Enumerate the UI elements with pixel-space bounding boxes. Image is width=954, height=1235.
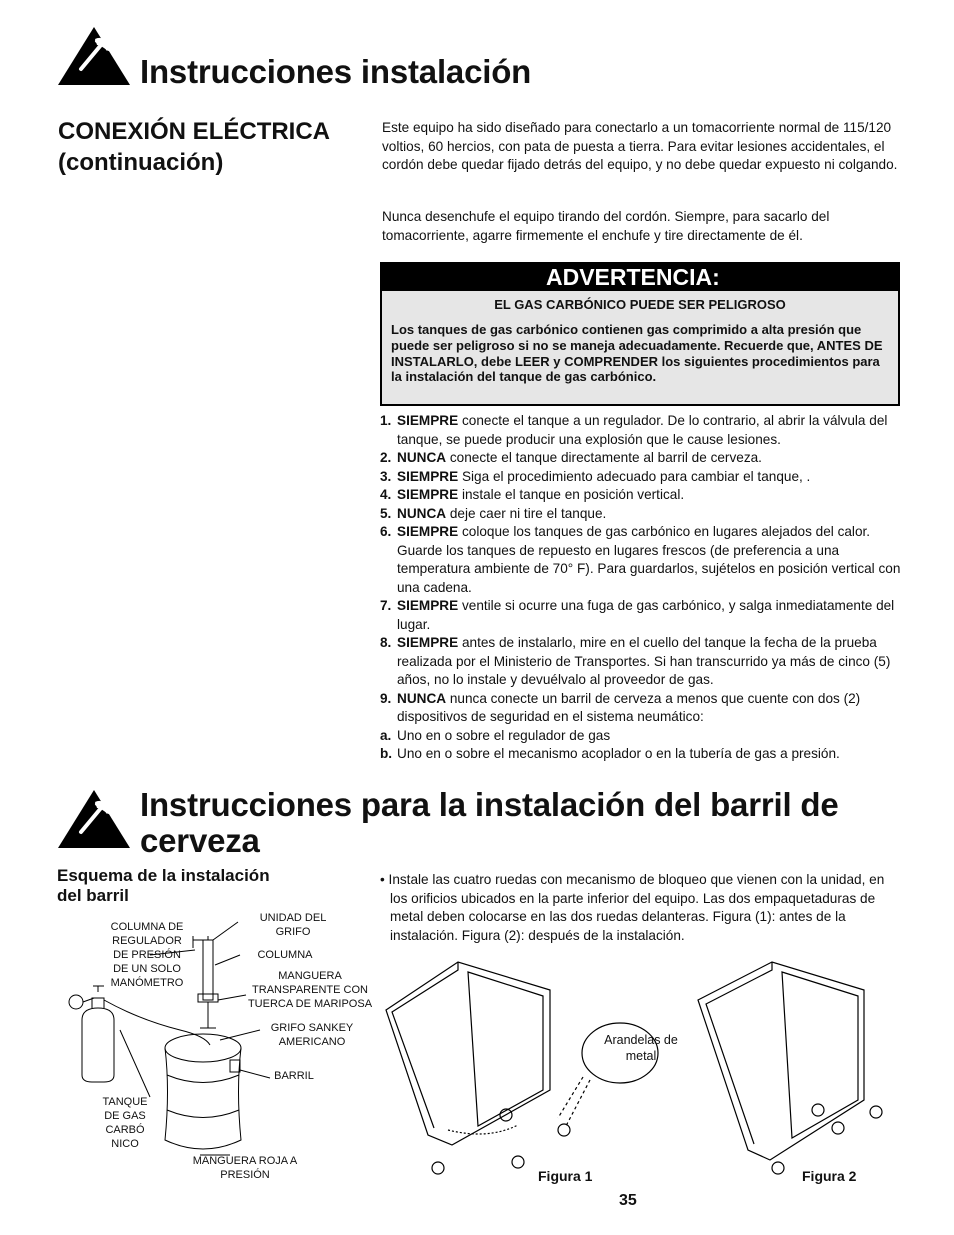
step-keyword: SIEMPRE: [397, 468, 459, 484]
step-number: 5.: [380, 505, 392, 521]
label-column: COLUMNA: [257, 949, 313, 961]
step-text: conecte el tanque a un regulador. De lo contrario, al abrir la válvula del tanque, se puede producir una explosión que le cause lesiones.: [397, 413, 888, 447]
safety-step: [380, 412, 904, 449]
step-keyword: SIEMPRE: [397, 635, 459, 650]
safety-step: [380, 634, 904, 690]
keg-subheading-line1: Esquema de la instalación: [57, 866, 270, 885]
fridge-fig2: [698, 962, 864, 1160]
safety-steps-list: [380, 412, 904, 764]
step-text: Uno en o sobre el mecanismo acoplador o en la tubería de gas a presión.: [397, 746, 840, 761]
keg-title-line1: Instrucciones para la instalación del barril de: [140, 786, 839, 823]
step-number: 2.: [380, 450, 392, 465]
safety-step: [380, 597, 904, 634]
safety-step: [380, 745, 904, 764]
step-text: nunca conecte un barril de cerveza a menos que cuente con dos (2) dispositivos de seguridad en el sistema neumático:: [397, 690, 861, 724]
step-text: ventile si ocurre una fuga de gas carbónico, y salga inmediatamente del lugar.: [397, 598, 895, 632]
step-number: a.: [380, 727, 392, 743]
step-keyword: SIEMPRE: [397, 598, 459, 613]
gas-tank: [82, 1008, 114, 1082]
step-text: antes de instalarlo, mire en el cuello del tanque la fecha de la prueba realizada por el Ministerio de Transportes. Si han transcurrido ya más de cinco (5) años, no lo instale y devuélvalo al proveedor de gas.: [397, 635, 891, 687]
step-text: Siga el procedimiento adecuado para cambiar el tanque, .: [458, 468, 811, 484]
step-keyword: SIEMPRE: [397, 487, 459, 502]
step-number: 4.: [380, 487, 392, 502]
label-tap-unit: UNIDAD DEL GRIFO: [259, 912, 327, 938]
warning-title: ADVERTENCIA:: [382, 264, 898, 291]
paragraph-electrical: Este equipo ha sido diseñado para conectarlo a un tomacorriente normal de 115/120 voltios, 60 hercios, con pata de puesta a tierra. Para evitar lesiones accidentales, el cordón debe quedar fijado detrás del equipo, y no debe quedar expuesto ni colgando.: [382, 120, 898, 172]
warning-subtitle: EL GAS CARBÓNICO PUEDE SER PELIGROSO: [494, 297, 786, 312]
step-keyword: NUNCA: [397, 450, 447, 465]
tap-column: [203, 940, 213, 1000]
label-sankey-coupler: GRIFO SANKEY AMERICANO: [270, 1022, 354, 1048]
hammer-warning-icon: [57, 25, 131, 87]
step-number: b.: [380, 746, 393, 761]
label-washers: Arandelas de metal: [604, 1033, 678, 1063]
page-number: 35: [619, 1192, 637, 1209]
label-co2-tank: TANQUE DE GAS CARBÓ NICO: [102, 1096, 148, 1150]
label-red-hose: MANGUERA ROJA A PRESIÓN: [192, 1155, 298, 1181]
figure2-caption: Figura 2: [802, 1168, 857, 1184]
page-title: Instrucciones instalación: [140, 53, 532, 90]
keg-section-title: [140, 787, 920, 859]
caster-instructions: • Instale las cuatro ruedas con mecanismo de bloqueo que vienen con la unidad, en los orificios ubicados en la parte inferior del equipo. Las dos empaquetaduras de metal deben colocarse en las dos ruedas delanteras. Figura (1): antes de la instalación. Figura (2): después de la instalación.: [380, 872, 885, 943]
step-number: 9.: [380, 690, 392, 706]
label-clear-hose: MANGUERA TRANSPARENTE CON TUERCA DE MARIPOSA: [247, 970, 373, 1010]
step-number: 1.: [380, 413, 392, 428]
step-text: coloque los tanques de gas carbónico en lugares alejados del calor. Guarde los tanques de repuesto en lugares frescos (de preferencia a una temperatura ambiente de 70° F). Para guardarlos, sujételos en posición vertical con una cadena.: [397, 524, 901, 595]
keg-title-line2: cerveza: [140, 822, 260, 859]
safety-step: [380, 690, 904, 727]
step-keyword: NUNCA: [397, 505, 447, 521]
step-number: 7.: [380, 598, 392, 613]
safety-step: [380, 486, 904, 505]
hammer-warning-icon: [57, 788, 131, 850]
safety-step: [380, 727, 904, 746]
section-heading-line2: (continuación): [58, 149, 224, 176]
section-heading-line1: CONEXIÓN ELÉCTRICA: [58, 118, 331, 145]
paragraph-unplug: Nunca desenchufe el equipo tirando del cordón. Siempre, para sacarlo del tomacorriente, agarre firmemente el enchufe y tire directamente de él.: [382, 209, 830, 243]
label-regulator-column: COLUMNA DE REGULADOR DE PRESIÓN DE UN SOLO MANÓMETRO: [110, 921, 184, 989]
step-keyword: NUNCA: [397, 690, 447, 706]
safety-step: [380, 523, 904, 597]
safety-step: [380, 468, 904, 487]
safety-step: [380, 505, 904, 524]
step-text: conecte el tanque directamente al barril de cerveza.: [446, 450, 762, 465]
fridge-fig1: [386, 962, 550, 1145]
step-keyword: SIEMPRE: [397, 413, 459, 428]
figure1-caption: Figura 1: [538, 1168, 593, 1184]
step-number: 3.: [380, 468, 392, 484]
keg-subheading-line2: del barril: [57, 886, 129, 905]
step-text: instale el tanque en posición vertical.: [458, 487, 685, 502]
safety-step: [380, 449, 904, 468]
section-heading: [58, 116, 358, 178]
step-number: 8.: [380, 635, 392, 650]
step-text: deje caer ni tire el tanque.: [446, 505, 607, 521]
warning-body: Los tanques de gas carbónico contienen gas comprimido a alta presión que puede ser peligroso si no se maneja adecuadamente. Recuerde que, ANTES DE INSTALARLO, debe LEER y COMPRENDER los siguientes procedimientos para la instalación del tanque de gas carbónico.: [391, 322, 883, 385]
gas-hose: [104, 1000, 210, 1045]
step-number: 6.: [380, 524, 392, 539]
regulator-gauge: [69, 995, 83, 1009]
label-keg: BARRIL: [274, 1070, 314, 1082]
warning-box: [380, 262, 900, 406]
step-text: Uno en o sobre el regulador de gas: [397, 727, 611, 743]
step-keyword: SIEMPRE: [397, 524, 459, 539]
